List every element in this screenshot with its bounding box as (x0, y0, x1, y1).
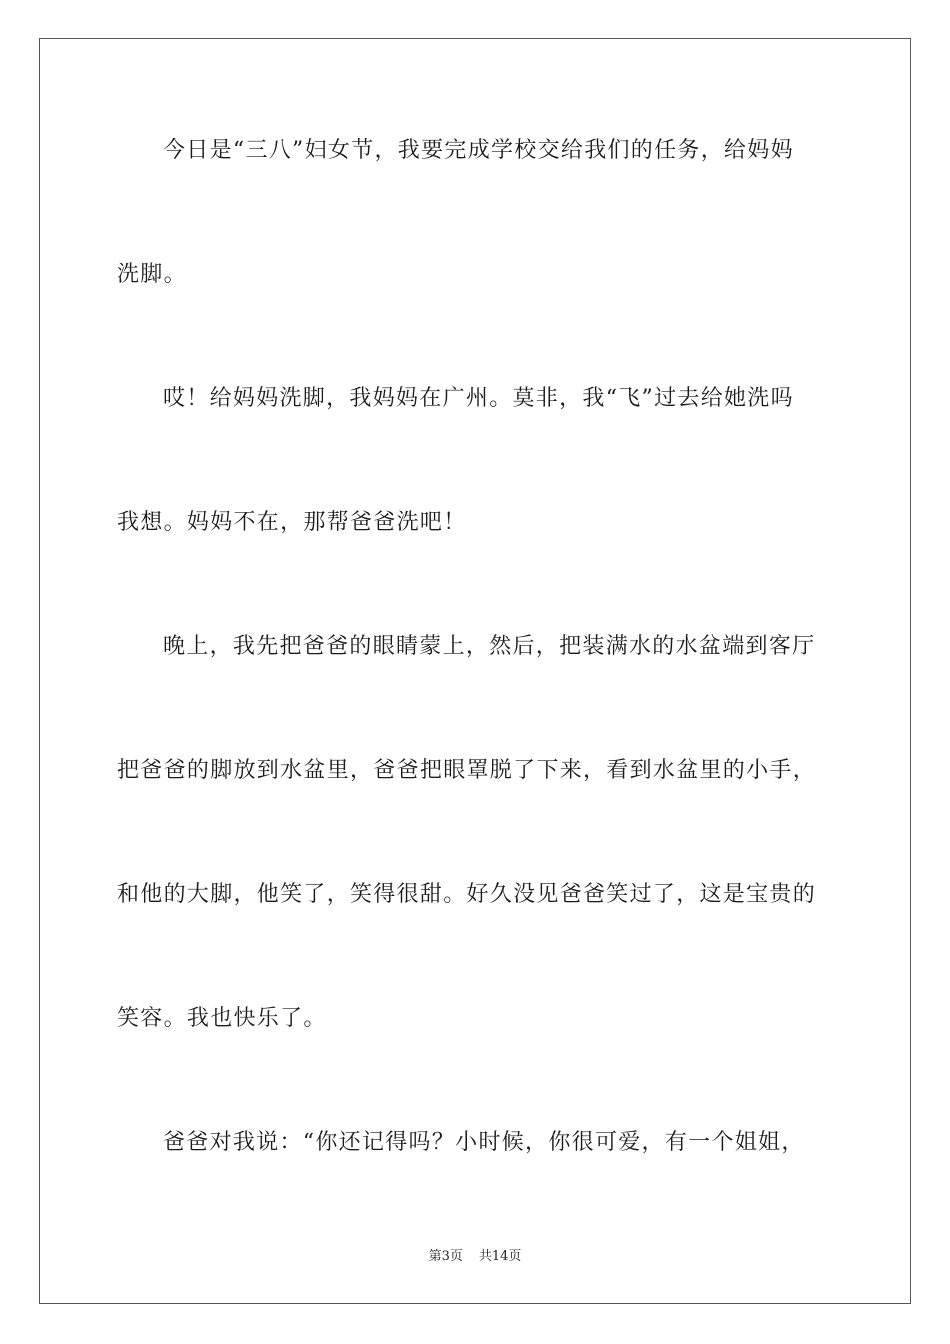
paragraph-4-line-1: 爸爸对我说：“你还记得吗？小时候，你很可爱，有一个姐姐， (163, 1130, 805, 1155)
paragraph-3-line-2: 把爸爸的脚放到水盆里，爸爸把眼罩脱了下来，看到水盆里的小手， (117, 758, 817, 783)
paragraph-3-line-3: 和他的大脚，他笑了，笑得很甜。好久没见爸爸笑过了，这是宝贵的 (117, 882, 817, 907)
page-footer (0, 1249, 950, 1265)
page-border (39, 38, 911, 1304)
page-number: 第3页 (428, 1249, 463, 1264)
paragraph-2-line-1: 哎！给妈妈洗脚，我妈妈在广州。莫非，我“飞”过去给她洗吗 (163, 386, 794, 411)
paragraph-2-line-2: 我想。妈妈不在，那帮爸爸洗吧！ (117, 510, 467, 535)
paragraph-3-line-1: 晚上，我先把爸爸的眼睛蒙上，然后，把装满水的水盆端到客厅 (163, 634, 816, 659)
paragraph-1-line-2: 洗脚。 (117, 262, 187, 287)
paragraph-1-line-1: 今日是“三八”妇女节，我要完成学校交给我们的任务，给妈妈 (163, 138, 794, 163)
page-total: 共14页 (478, 1249, 522, 1264)
paragraph-3-line-4: 笑容。我也快乐了。 (117, 1006, 327, 1031)
